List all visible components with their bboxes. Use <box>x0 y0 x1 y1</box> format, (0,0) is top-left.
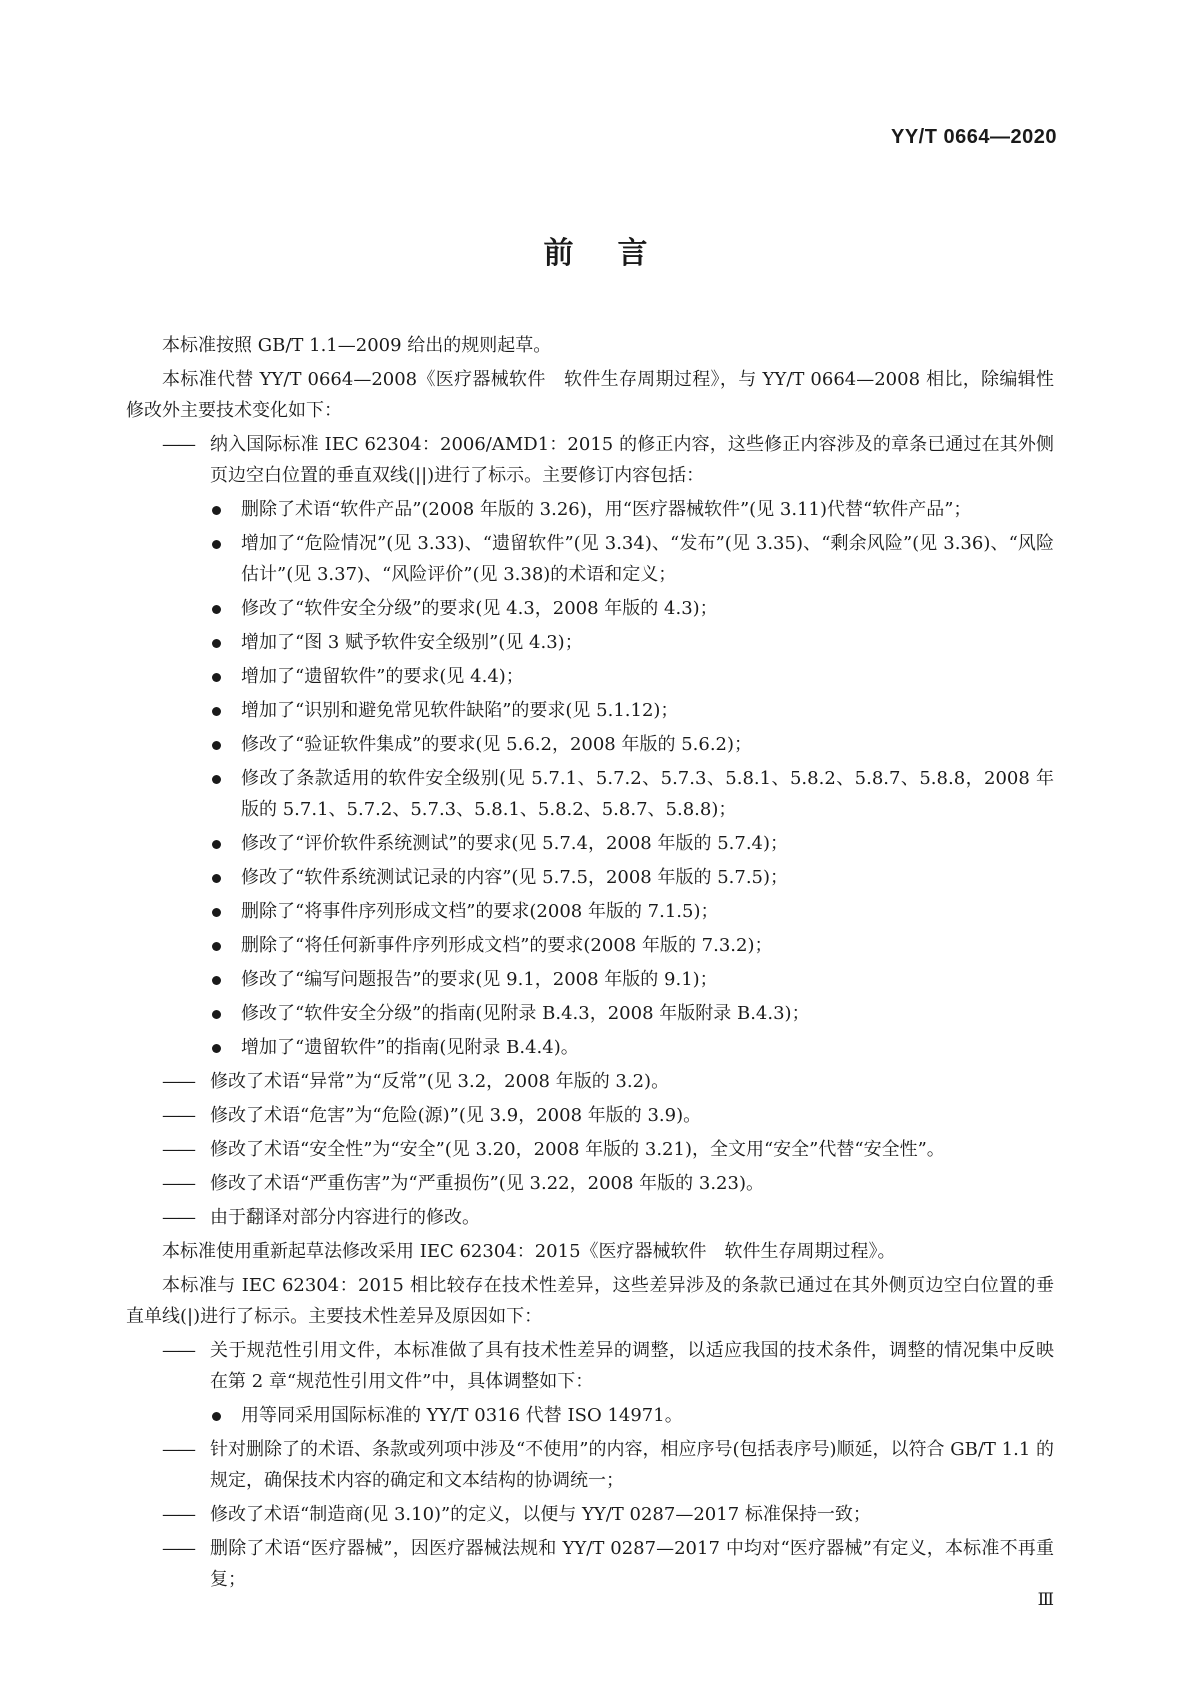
bullet-item <box>126 593 1054 624</box>
dash-item-text: 修改了术语“安全性”为“安全”(见 3.20，2008 年版的 3.21)，全文用“安全”代替“安全性”。 <box>210 1139 945 1160</box>
bullet-item <box>126 896 1054 927</box>
bullet-icon <box>212 673 221 682</box>
dash-item-text: 由于翻译对部分内容进行的修改。 <box>210 1207 480 1228</box>
dash-item-text: 修改了术语“危害”为“危险(源)”(见 3.9，2008 年版的 3.9)。 <box>210 1105 702 1126</box>
bullet-item-text: 增加了“遗留软件”的要求(见 4.4)； <box>241 666 524 687</box>
bullet-icon <box>212 976 221 985</box>
dash-item-text: 修改了术语“严重伤害”为“严重损伤”(见 3.22，2008 年版的 3.23)。 <box>210 1173 764 1194</box>
paragraph: 本标准按照 GB/T 1.1—2009 给出的规则起草。 <box>162 335 552 356</box>
bullet-item-text: 增加了“危险情况”(见 3.33)、“遗留软件”(见 3.34)、“发布”(见 3.35)、“剩余风险”(见 3.36)、“风险估计”(见 3.37)、“风险评价”(见 3.38)的术语和定义； <box>241 533 1054 585</box>
bullet-item <box>126 828 1054 859</box>
dash-marker: —— <box>162 1071 194 1092</box>
dash-item-text: 修改了术语“异常”为“反常”(见 3.2，2008 年版的 3.2)。 <box>210 1071 670 1092</box>
page-title: 前言 <box>543 236 692 271</box>
dash-marker: —— <box>162 1105 194 1126</box>
bullet-item <box>126 528 1054 590</box>
dash-item <box>126 1533 1054 1595</box>
bullet-icon <box>212 1412 221 1421</box>
bullet-item-text: 修改了“软件安全分级”的指南(见附录 B.4.3，2008 年版附录 B.4.3)； <box>241 1003 810 1024</box>
bullet-icon <box>212 775 221 784</box>
dash-marker: —— <box>162 1207 194 1228</box>
dash-marker: —— <box>162 1173 194 1194</box>
bullet-icon <box>212 605 221 614</box>
bullet-item-text: 增加了“识别和避免常见软件缺陷”的要求(见 5.1.12)； <box>241 700 679 721</box>
bullet-item <box>126 763 1054 825</box>
dash-item <box>126 1499 1054 1530</box>
bullet-item-text: 删除了“将任何新事件序列形成文档”的要求(2008 年版的 7.3.2)； <box>241 935 773 956</box>
dash-marker: —— <box>162 1439 194 1460</box>
bullet-icon <box>212 506 221 515</box>
dash-item-text: 纳入国际标准 IEC 62304：2006/AMD1：2015 的修正内容，这些修正内容涉及的章条已通过在其外侧页边空白位置的垂直双线(||)进行了标示。主要修订内容包括： <box>210 434 1054 486</box>
dash-item <box>126 1202 1054 1233</box>
bullet-icon <box>212 1044 221 1053</box>
bullet-icon <box>212 741 221 750</box>
standard-number: YY/T 0664—2020 <box>891 126 1057 148</box>
bullet-item <box>126 494 1054 525</box>
dash-marker: —— <box>162 434 194 455</box>
bullet-item <box>126 661 1054 692</box>
bullet-item-text: 增加了“遗留软件”的指南(见附录 B.4.4)。 <box>241 1037 579 1058</box>
bullet-item-text: 删除了术语“软件产品”(2008 年版的 3.26)，用“医疗器械软件”(见 3.11)代替“软件产品”； <box>241 499 972 520</box>
dash-item <box>126 1066 1054 1097</box>
bullet-item-text: 修改了“评价软件系统测试”的要求(见 5.7.4，2008 年版的 5.7.4)； <box>241 833 789 854</box>
bullet-icon <box>212 942 221 951</box>
dash-item-text: 修改了术语“制造商(见 3.10)”的定义，以便与 YY/T 0287—2017 标准保持一致； <box>210 1504 871 1525</box>
dash-marker: —— <box>162 1340 194 1361</box>
dash-item <box>126 1100 1054 1131</box>
bullet-icon <box>212 840 221 849</box>
bullet-item <box>126 729 1054 760</box>
bullet-item <box>126 1400 1054 1431</box>
bullet-item-text: 修改了“软件安全分级”的要求(见 4.3，2008 年版的 4.3)； <box>241 598 718 619</box>
paragraph: 本标准代替 YY/T 0664—2008《医疗器械软件 软件生存周期过程》，与 YY/T 0664—2008 相比，除编辑性修改外主要技术变化如下： <box>126 369 1054 421</box>
bullet-icon <box>212 1010 221 1019</box>
dash-item-text: 删除了术语“医疗器械”，因医疗器械法规和 YY/T 0287—2017 中均对“医疗器械”有定义，本标准不再重复； <box>210 1538 1054 1590</box>
bullet-item-text: 修改了“验证软件集成”的要求(见 5.6.2，2008 年版的 5.6.2)； <box>241 734 753 755</box>
dash-marker: —— <box>162 1504 194 1525</box>
bullet-item <box>126 930 1054 961</box>
bullet-icon <box>212 908 221 917</box>
bullet-item-text: 删除了“将事件序列形成文档”的要求(2008 年版的 7.1.5)； <box>241 901 719 922</box>
bullet-item <box>126 862 1054 893</box>
bullet-item-text: 增加了“图 3 赋予软件安全级别”(见 4.3)； <box>241 632 583 653</box>
bullet-icon <box>212 874 221 883</box>
paragraph: 本标准与 IEC 62304：2015 相比较存在技术性差异，这些差异涉及的条款已通过在其外侧页边空白位置的垂直单线(|)进行了标示。主要技术性差异及原因如下： <box>126 1275 1054 1327</box>
foreword-body <box>126 330 1054 1598</box>
page-number: Ⅲ <box>1037 1590 1054 1610</box>
bullet-item <box>126 964 1054 995</box>
bullet-item <box>126 627 1054 658</box>
dash-item <box>126 1335 1054 1397</box>
dash-item <box>126 429 1054 491</box>
paragraph: 本标准使用重新起草法修改采用 IEC 62304：2015《医疗器械软件 软件生存周期过程》。 <box>162 1241 896 1262</box>
dash-item <box>126 1168 1054 1199</box>
bullet-icon <box>212 707 221 716</box>
bullet-item-text: 修改了“编写问题报告”的要求(见 9.1，2008 年版的 9.1)； <box>241 969 718 990</box>
bullet-icon <box>212 639 221 648</box>
dash-marker: —— <box>162 1139 194 1160</box>
dash-item <box>126 1434 1054 1496</box>
dash-item-text: 关于规范性引用文件，本标准做了具有技术性差异的调整，以适应我国的技术条件，调整的情况集中反映在第 2 章“规范性引用文件”中，具体调整如下： <box>210 1340 1054 1392</box>
bullet-item-text: 用等同采用国际标准的 YY/T 0316 代替 ISO 14971。 <box>241 1405 683 1426</box>
dash-item-text: 针对删除了的术语、条款或列项中涉及“不使用”的内容，相应序号(包括表序号)顺延，以符合 GB/T 1.1 的规定，确保技术内容的确定和文本结构的协调统一； <box>210 1439 1054 1491</box>
dash-marker: —— <box>162 1538 194 1559</box>
bullet-icon <box>212 540 221 549</box>
dash-item <box>126 1134 1054 1165</box>
bullet-item <box>126 695 1054 726</box>
bullet-item-text: 修改了“软件系统测试记录的内容”(见 5.7.5，2008 年版的 5.7.5)； <box>241 867 789 888</box>
bullet-item-text: 修改了条款适用的软件安全级别(见 5.7.1、5.7.2、5.7.3、5.8.1、5.8.2、5.8.7、5.8.8，2008 年版的 5.7.1、5.7.2、5.7.3、5.8.1、5.8.2、5.8.7、5.8.8)； <box>241 768 1054 820</box>
bullet-item <box>126 1032 1054 1063</box>
bullet-item <box>126 998 1054 1029</box>
